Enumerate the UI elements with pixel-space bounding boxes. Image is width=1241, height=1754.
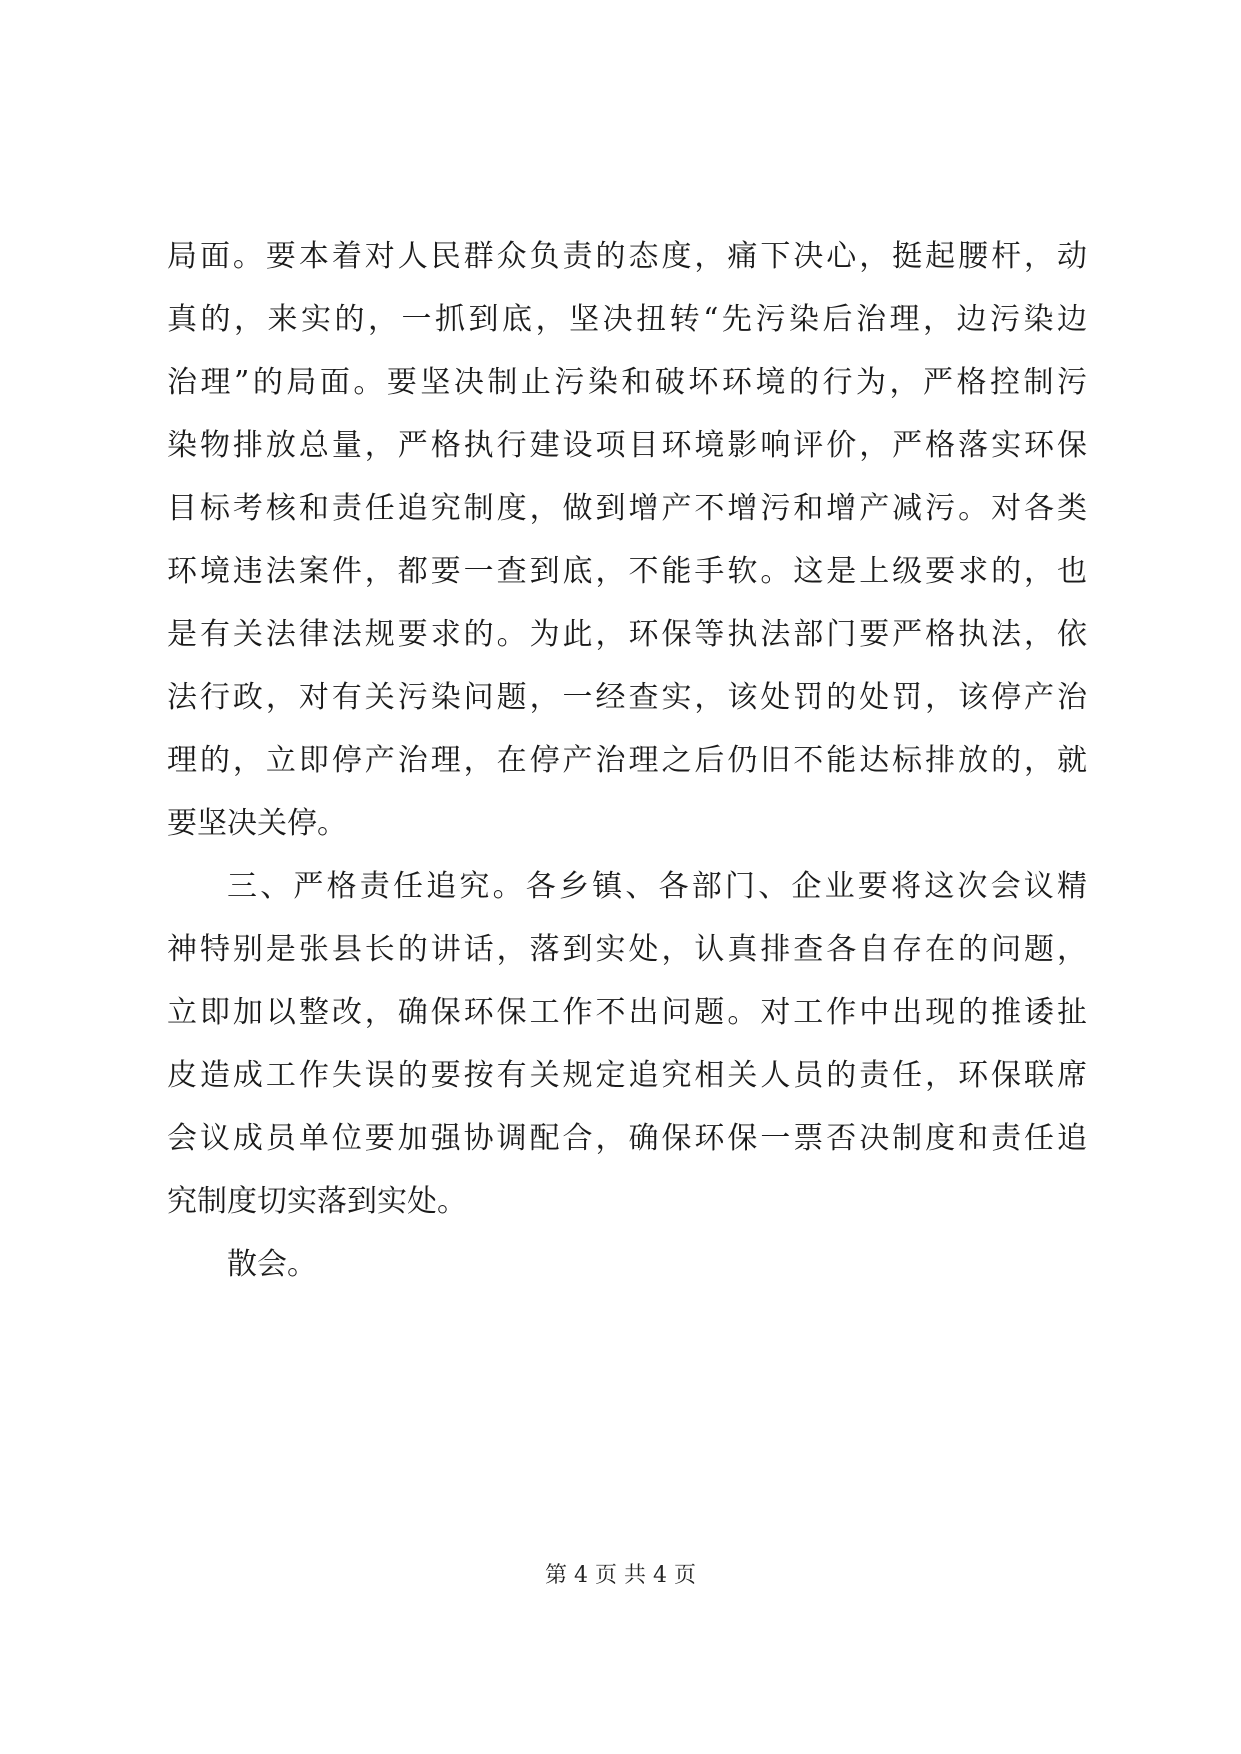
- page-number-footer: 第 4 页 共 4 页: [545, 1563, 696, 1588]
- text-line: 立即加以整改，确保环保工作不出问题。对工作中出现的推诿扯: [167, 995, 1087, 1030]
- text-line: 局面。要本着对人民群众负责的态度，痛下决心，挺起腰杆，动: [167, 239, 1087, 274]
- text-line: 治理”的局面。要坚决制止污染和破坏环境的行为，严格控制污: [167, 365, 1087, 400]
- text-line: 是有关法律法规要求的。为此，环保等执法部门要严格执法，依: [167, 617, 1087, 652]
- text-line: 真的，来实的，一抓到底，坚决扭转“先污染后治理，边污染边: [167, 302, 1087, 337]
- text-line: 神特别是张县长的讲话，落到实处，认真排查各自存在的问题，: [167, 932, 1087, 967]
- paragraph-3: [167, 1233, 1087, 1296]
- text-line: 究制度切实落到实处。: [167, 1184, 467, 1219]
- paragraph-1: [167, 225, 1087, 855]
- text-line: 染物排放总量，严格执行建设项目环境影响评价，严格落实环保: [167, 428, 1087, 463]
- document-body: [167, 225, 1087, 1296]
- text-line: 散会。: [227, 1247, 317, 1282]
- text-line: 理的，立即停产治理，在停产治理之后仍旧不能达标排放的，就: [167, 743, 1087, 778]
- text-line: 会议成员单位要加强协调配合，确保环保一票否决制度和责任追: [167, 1121, 1087, 1156]
- text-line: 法行政，对有关污染问题，一经查实，该处罚的处罚，该停产治: [167, 680, 1087, 715]
- text-line: 皮造成工作失误的要按有关规定追究相关人员的责任，环保联席: [167, 1058, 1087, 1093]
- paragraph-2: [167, 855, 1087, 1233]
- text-line: 三、严格责任追究。各乡镇、各部门、企业要将这次会议精: [227, 869, 1087, 904]
- text-line: 环境违法案件，都要一查到底，不能手软。这是上级要求的，也: [167, 554, 1087, 589]
- text-line: 目标考核和责任追究制度，做到增产不增污和增产减污。对各类: [167, 491, 1087, 526]
- text-line: 要坚决关停。: [167, 806, 347, 841]
